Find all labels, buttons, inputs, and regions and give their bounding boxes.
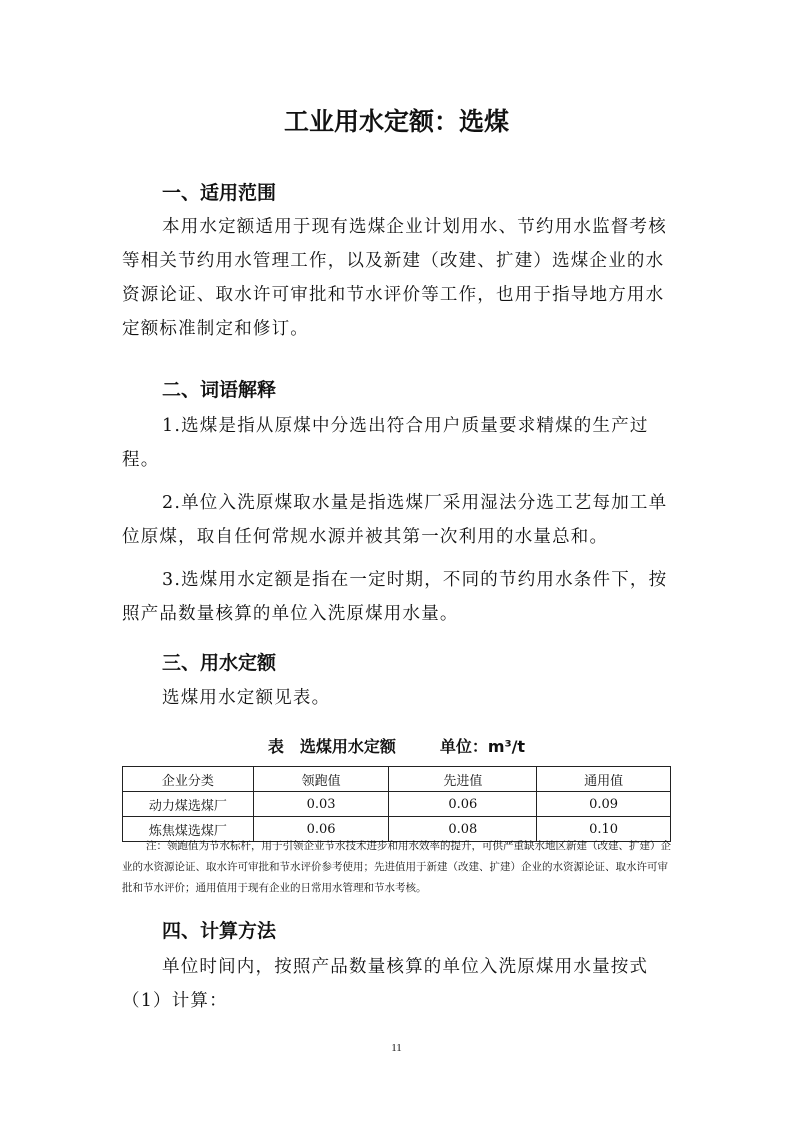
table-cell: 0.10 bbox=[537, 817, 671, 842]
table-header-row bbox=[123, 767, 671, 792]
quota-intro-line: 选煤用水定额见表。 bbox=[162, 688, 331, 708]
table-cell: 动力煤选煤厂 bbox=[123, 792, 254, 817]
table-cell: 0.09 bbox=[537, 792, 671, 817]
table-cell: 0.08 bbox=[389, 817, 537, 842]
table-caption bbox=[0, 734, 793, 757]
table-cell: 0.06 bbox=[253, 817, 389, 842]
section-paragraph-scope: 本用水定额适用于现有选煤企业计划用水、节约用水监督考核等相关节约用水管理工作，以及新建（改建、扩建）选煤企业的水资源论证、取水许可审批和节水评价等工作，也用于指导地方用水定额标准制定和修订。 bbox=[122, 217, 667, 339]
section-heading-quota: 三、用水定额 bbox=[162, 652, 277, 674]
table-caption-unit: 单位：m³/t bbox=[439, 737, 526, 756]
term-item-3: 3.选煤用水定额是指在一定时期，不同的节约用水条件下，按照产品数量核算的单位入洗原煤用水量。 bbox=[122, 570, 668, 624]
section-heading-terms: 二、词语解释 bbox=[162, 379, 277, 401]
term-item-2: 2.单位入洗原煤取水量是指选煤厂采用湿法分选工艺每加工单位原煤，取自任何常规水源并被其第一次利用的水量总和。 bbox=[122, 493, 668, 547]
table-cell: 0.03 bbox=[253, 792, 389, 817]
table-header-cell: 领跑值 bbox=[253, 767, 389, 792]
table-note: 注：领跑值为节水标杆，用于引领企业节水技术进步和用水效率的提升，可供严重缺水地区新建（改建、扩建）企业的水资源论证、取水许可审批和节水评价参考使用；先进值用于新建（改建、扩建）企业的水资源论证、取水许可审批和节水评价；通用值用于现有企业的日常用水管理和节水考核。 bbox=[122, 840, 671, 894]
table-header-cell: 企业分类 bbox=[123, 767, 254, 792]
table-cell: 0.06 bbox=[389, 792, 537, 817]
page-title: 工业用水定额：选煤 bbox=[283, 107, 509, 136]
table-cell: 炼焦煤选煤厂 bbox=[123, 817, 254, 842]
table-header-cell: 先进值 bbox=[389, 767, 537, 792]
page-number: 11 bbox=[391, 1042, 402, 1054]
section-paragraph-method: 单位时间内，按照产品数量核算的单位入洗原煤用水量按式（1）计算： bbox=[122, 957, 649, 1011]
table-caption-title: 表 选煤用水定额 bbox=[267, 737, 396, 756]
table-header-cell: 通用值 bbox=[537, 767, 671, 792]
section-heading-scope: 一、适用范围 bbox=[162, 182, 277, 204]
term-item-1: 1.选煤是指从原煤中分选出符合用户质量要求精煤的生产过程。 bbox=[122, 416, 649, 470]
section-heading-method: 四、计算方法 bbox=[162, 920, 277, 942]
quota-table bbox=[122, 766, 671, 842]
table-row bbox=[123, 792, 671, 817]
